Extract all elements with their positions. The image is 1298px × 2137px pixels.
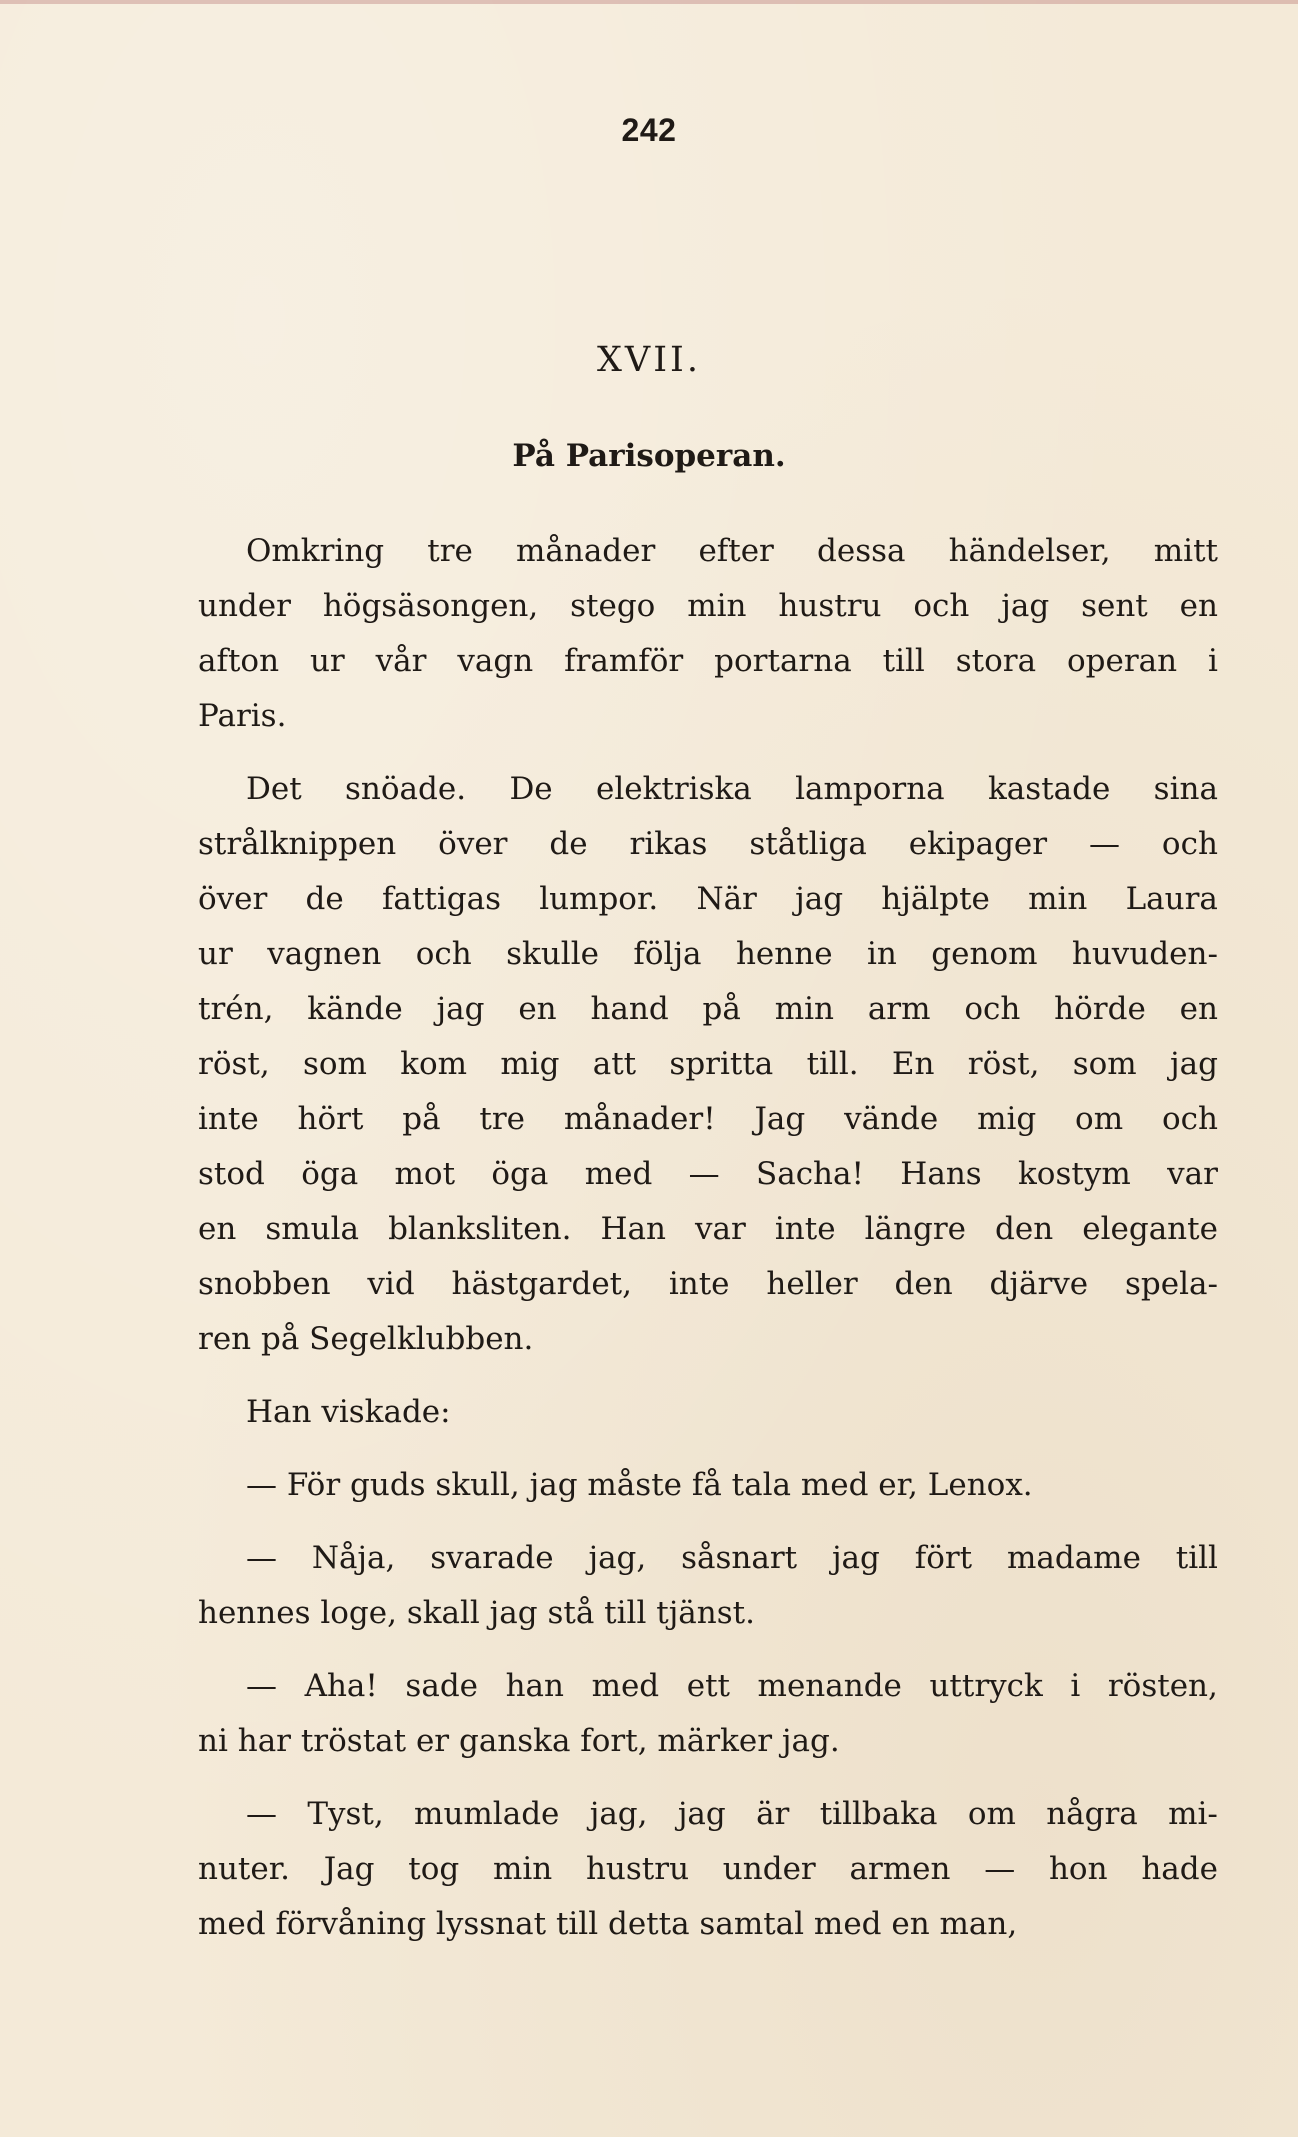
text-line: Omkring tre månader efter dessa händelser, mitt [246, 533, 1218, 569]
text-line: strålknippen över de rikas ståtliga ekipager — och [198, 826, 1218, 862]
text-line: hennes loge, skall jag stå till tjänst. [198, 1595, 755, 1631]
text-line: snobben vid hästgardet, inte heller den djärve spela- [198, 1266, 1218, 1302]
text-line: afton ur vår vagn framför portarna till stora operan i [198, 643, 1218, 679]
body-text [198, 524, 1218, 1952]
paragraph [198, 1531, 1218, 1641]
paragraph [198, 1787, 1218, 1952]
text-line: stod öga mot öga med — Sacha! Hans kostym var [198, 1156, 1218, 1192]
text-line: Paris. [198, 698, 287, 734]
text-line: över de fattigas lumpor. När jag hjälpte min Laura [198, 881, 1218, 917]
paragraph [198, 762, 1218, 1367]
text-line: med förvåning lyssnat till detta samtal med en man, [198, 1906, 1018, 1942]
text-line: Det snöade. De elektriska lamporna kastade sina [246, 771, 1218, 807]
text-line: — För guds skull, jag måste få tala med er, Lenox. [246, 1467, 1033, 1503]
text-line: under högsäsongen, stego min hustru och jag sent en [198, 588, 1218, 624]
text-line: nuter. Jag tog min hustru under armen — hon hade [198, 1851, 1218, 1887]
paragraph [198, 1385, 1218, 1440]
page-top-edge [0, 0, 1298, 4]
text-line: en smula blanksliten. Han var inte längre den elegante [198, 1211, 1218, 1247]
page-number: 242 [621, 112, 677, 148]
text-line: — Nåja, svarade jag, såsnart jag fört madame till [246, 1540, 1218, 1576]
text-line: ur vagnen och skulle följa henne in genom huvuden- [198, 936, 1218, 972]
text-line: — Aha! sade han med ett menande uttryck i rösten, [246, 1668, 1218, 1704]
text-line: ni har tröstat er ganska fort, märker jag. [198, 1723, 840, 1759]
text-line: Han viskade: [246, 1394, 451, 1430]
paragraph [198, 524, 1218, 744]
paragraph [198, 1458, 1218, 1513]
text-line: inte hört på tre månader! Jag vände mig om och [198, 1101, 1218, 1137]
paragraph [198, 1659, 1218, 1769]
text-line: röst, som kom mig att spritta till. En röst, som jag [198, 1046, 1218, 1082]
text-line: trén, kände jag en hand på min arm och hörde en [198, 991, 1218, 1027]
chapter-number: XVII. [597, 340, 701, 380]
text-line: — Tyst, mumlade jag, jag är tillbaka om några mi- [246, 1796, 1218, 1832]
chapter-title: På Parisoperan. [512, 438, 786, 474]
text-line: ren på Segelklubben. [198, 1321, 534, 1357]
